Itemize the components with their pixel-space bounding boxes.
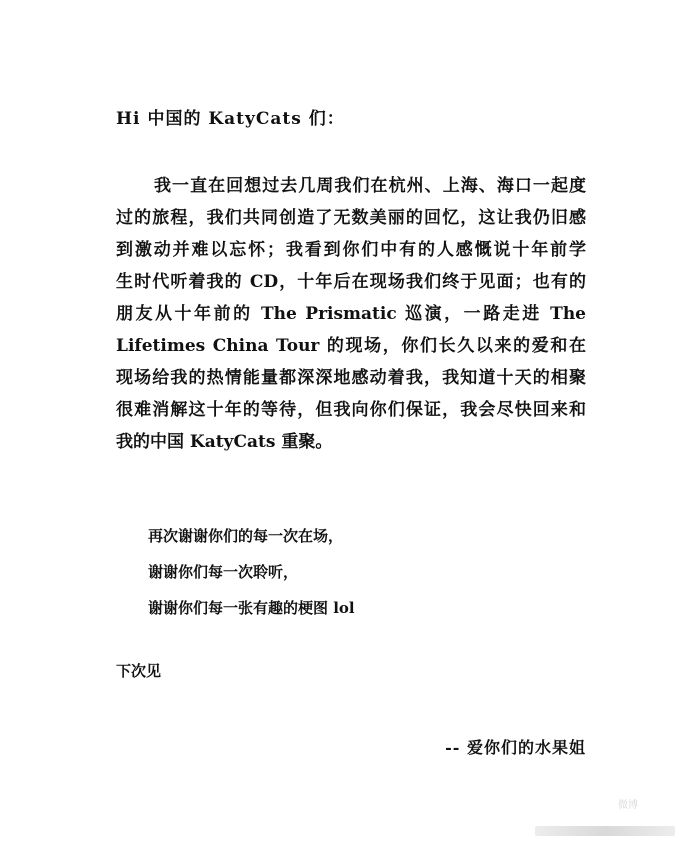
thanks-line: 谢谢你们每一张有趣的梗图 lol [148,599,355,617]
body-line: 我的中国 KatyCats 重聚。 [116,432,333,452]
body-line: 过的旅程，我们共同创造了无数美丽的回忆，这让我仍旧感 [116,208,586,228]
body-line: 朋友从十年前的 The Prismatic 巡演，一路走进 The [116,304,586,324]
body-line: 很难消解这十年的等待，但我向你们保证，我会尽快回来和 [116,400,586,420]
body-line: 现场给我的热情能量都深深地感动着我，我知道十天的相聚 [116,368,586,388]
body-line: 生时代听着我的 CD，十年后在现场我们终于见面；也有的 [116,272,586,292]
body-line: 到激动并难以忘怀；我看到你们中有的人感慨说十年前学 [116,240,586,260]
signature: -- 爱你们的水果姐 [445,738,586,757]
thanks-line: 再次谢谢你们的每一次在场， [148,527,344,545]
body-line: Lifetimes China Tour 的现场，你们长久以来的爱和在 [116,336,586,356]
watermark-bar [535,826,675,836]
watermark-logo: 微博 [618,800,638,811]
letter-body-paragraph [116,170,586,458]
closing-text: 下次见 [116,662,162,680]
thanks-block [148,518,355,626]
body-line: 我一直在回想过去几周我们在杭州、上海、海口一起度 [154,176,586,196]
thanks-line: 谢谢你们每一次聆听， [148,563,299,581]
letter-greeting: Hi 中国的 KatyCats 们： [116,109,345,129]
